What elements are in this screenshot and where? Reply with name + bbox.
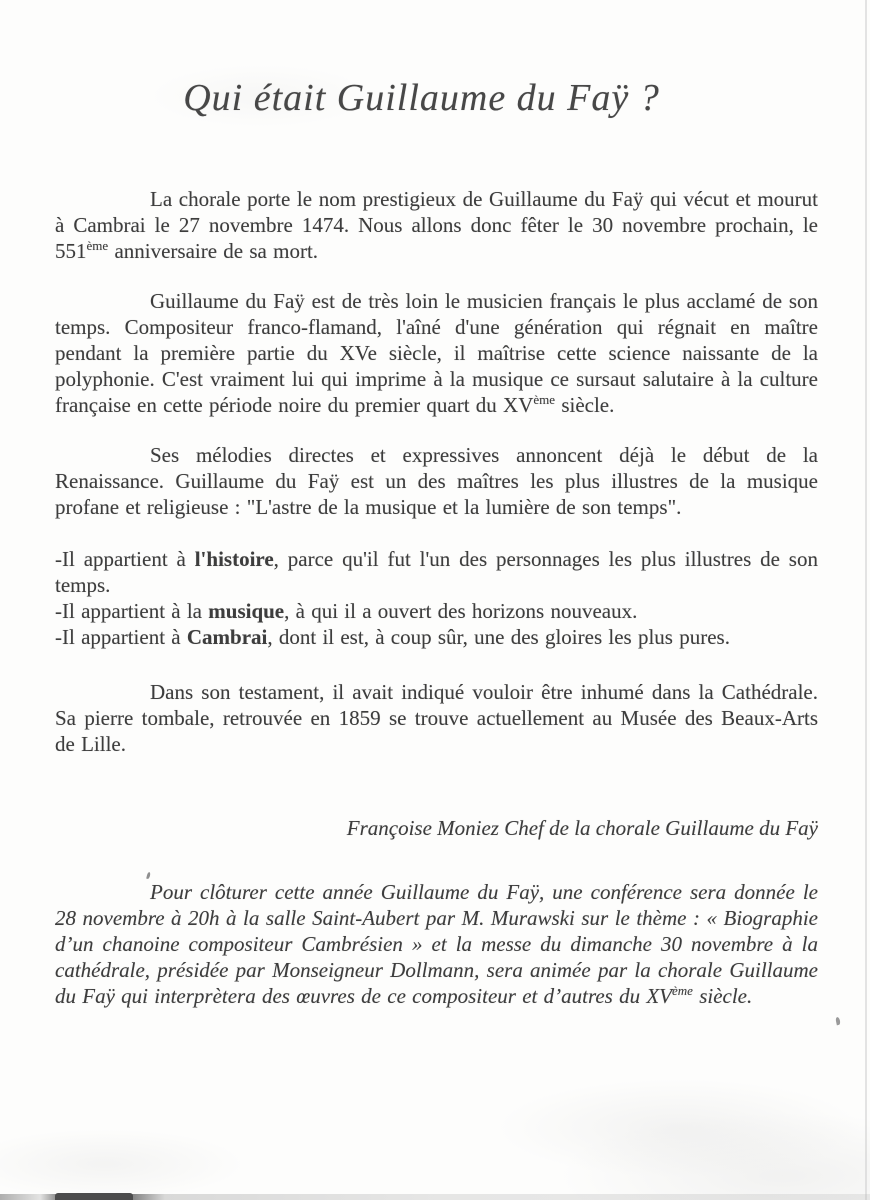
scan-artifact-right-edge-line (865, 0, 867, 1200)
paragraph-chorale-anniversaire: La chorale porte le nom prestigieux de Guillaume du Faÿ qui vécut et mourut à Cambrai le 27 novembre 1474. Nous allons donc fêter le 30 novembre prochain, le 551ème anniversaire de sa mort. (55, 187, 818, 263)
document-title: Qui était Guillaume du Faÿ ? (183, 77, 660, 119)
list-item-histoire: -Il appartient à l'histoire, parce qu'il fut l'un des personnages les plus illustres de son temps. (55, 547, 818, 597)
paragraph-conference-messe: Pour clôturer cette année Guillaume du Faÿ, une conférence sera donnée le 28 novembre à 20h à la salle Saint-Aubert par M. Murawski sur le thème : « Biographie d’un chanoine compositeur Cambrésien » et la messe du dimanche 30 novembre à la cathédrale, présidée par Monseigneur Dollmann, sera animée par la chorale Guillaume du Faÿ qui interprètera des œuvres de ce compositeur et d’autres du XVème siècle. (55, 880, 818, 1008)
list-item-musique: -Il appartient à la musique, à qui il a ouvert des horizons nouveaux. (55, 599, 638, 623)
paragraph-melodies-renaissance: Ses mélodies directes et expressives annoncent déjà le début de la Renaissance. Guillaume du Faÿ est un des maîtres les plus illustres de la musique profane et religieuse : "L'astre de la musique et la lumière de son temps". (55, 443, 818, 519)
scan-artifact-speck (835, 1017, 841, 1026)
paragraph-musicien-acclame: Guillaume du Faÿ est de très loin le musicien français le plus acclamé de son temps. Compositeur franco-flamand, l'aîné d'une génération qui régnait en maître pendant la première partie du XVe siècle, il maîtrise cette science naissante de la polyphonie. C'est vraiment lui qui imprime à la musique ce sursaut salutaire à la culture française en cette période noire du premier quart du XVème siècle. (55, 289, 818, 417)
document-content (0, 76, 870, 1009)
list-item-cambrai: -Il appartient à Cambrai, dont il est, à coup sûr, une des gloires les plus pures. (55, 625, 730, 649)
signature-line: Françoise Moniez Chef de la chorale Guillaume du Faÿ (346, 816, 818, 840)
paragraph-testament-tombale: Dans son testament, il avait indiqué vouloir être inhumé dans la Cathédrale. Sa pierre tombale, retrouvée en 1859 se trouve actuellement au Musée des Beaux-Arts de Lille. (55, 680, 818, 756)
scan-artifact-ink-blob (55, 1193, 133, 1200)
appartenance-list (55, 546, 818, 650)
